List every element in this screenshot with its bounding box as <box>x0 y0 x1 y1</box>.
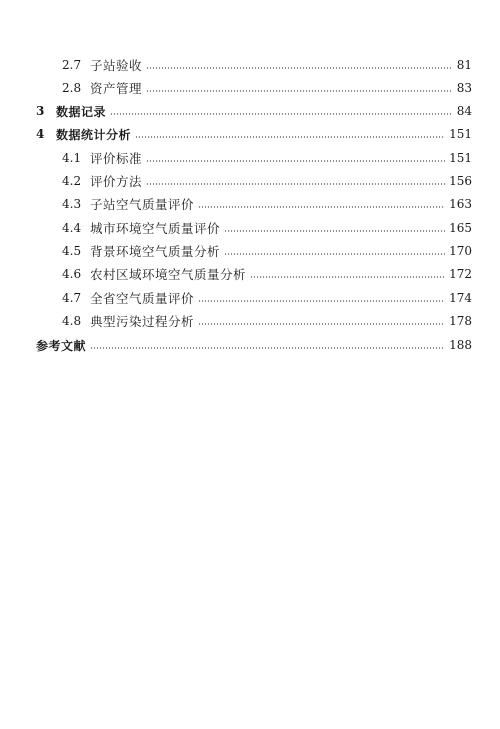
dot-leader <box>146 183 445 186</box>
dot-leader <box>146 67 452 70</box>
toc-entry-2-8[interactable] <box>62 78 472 98</box>
section-number: 2.7 <box>62 58 82 72</box>
page-number: 165 <box>449 221 472 235</box>
section-number: 2.8 <box>62 81 82 95</box>
section-title: 子站空气质量评价 <box>90 197 195 212</box>
dot-leader <box>224 253 445 256</box>
toc-entry-4-6[interactable] <box>62 264 472 284</box>
section-number: 4.3 <box>62 197 82 211</box>
toc-entry-4-5[interactable] <box>62 241 472 261</box>
references-title: 参考文献 <box>36 338 87 353</box>
section-title: 农村区域环境空气质量分析 <box>90 267 247 282</box>
dot-leader <box>224 230 445 233</box>
toc-entry-4[interactable] <box>36 124 472 144</box>
page-number: 163 <box>449 197 472 211</box>
section-title: 子站验收 <box>90 58 143 73</box>
section-title: 全省空气质量评价 <box>90 291 195 306</box>
toc-entry-2-7[interactable] <box>62 55 472 75</box>
dot-leader <box>135 136 445 139</box>
section-title: 评价方法 <box>90 174 143 189</box>
page-number: 170 <box>449 244 472 258</box>
page-number: 81 <box>456 58 472 72</box>
dot-leader <box>198 206 445 209</box>
toc-entry-4-8[interactable] <box>62 311 472 331</box>
page-number: 172 <box>449 267 472 281</box>
section-title: 评价标准 <box>90 151 143 166</box>
page-number: 151 <box>449 151 472 165</box>
page-number: 178 <box>449 314 472 328</box>
toc-entry-references[interactable] <box>36 335 472 355</box>
section-number: 4.4 <box>62 221 82 235</box>
page-number: 84 <box>456 104 472 118</box>
section-title: 城市环境空气质量评价 <box>90 221 221 236</box>
toc-entry-4-1[interactable] <box>62 148 472 168</box>
section-title: 背景环境空气质量分析 <box>90 244 221 259</box>
section-title: 资产管理 <box>90 81 143 96</box>
page-number: 83 <box>456 81 472 95</box>
dot-leader <box>110 113 452 116</box>
dot-leader <box>198 300 445 303</box>
toc-entry-4-4[interactable] <box>62 218 472 238</box>
dot-leader <box>146 160 445 163</box>
section-number: 4.7 <box>62 291 82 305</box>
section-number: 4.6 <box>62 267 82 281</box>
toc-entry-4-2[interactable] <box>62 171 472 191</box>
toc-entry-4-3[interactable] <box>62 194 472 214</box>
section-number: 4.2 <box>62 174 82 188</box>
section-number: 4.1 <box>62 151 82 165</box>
dot-leader <box>198 323 445 326</box>
page-number: 151 <box>449 127 472 141</box>
toc-entry-3[interactable] <box>36 101 472 121</box>
page-number: 188 <box>449 338 472 352</box>
dot-leader <box>90 347 445 350</box>
chapter-number: 3 <box>36 104 45 118</box>
toc-entry-4-7[interactable] <box>62 288 472 308</box>
section-number: 4.5 <box>62 244 82 258</box>
chapter-title: 数据统计分析 <box>56 127 132 142</box>
section-title: 典型污染过程分析 <box>90 314 195 329</box>
chapter-title: 数据记录 <box>56 104 107 119</box>
section-number: 4.8 <box>62 314 82 328</box>
page-number: 174 <box>449 291 472 305</box>
dot-leader <box>250 276 445 279</box>
dot-leader <box>146 90 452 93</box>
page-number: 156 <box>449 174 472 188</box>
chapter-number: 4 <box>36 127 45 141</box>
